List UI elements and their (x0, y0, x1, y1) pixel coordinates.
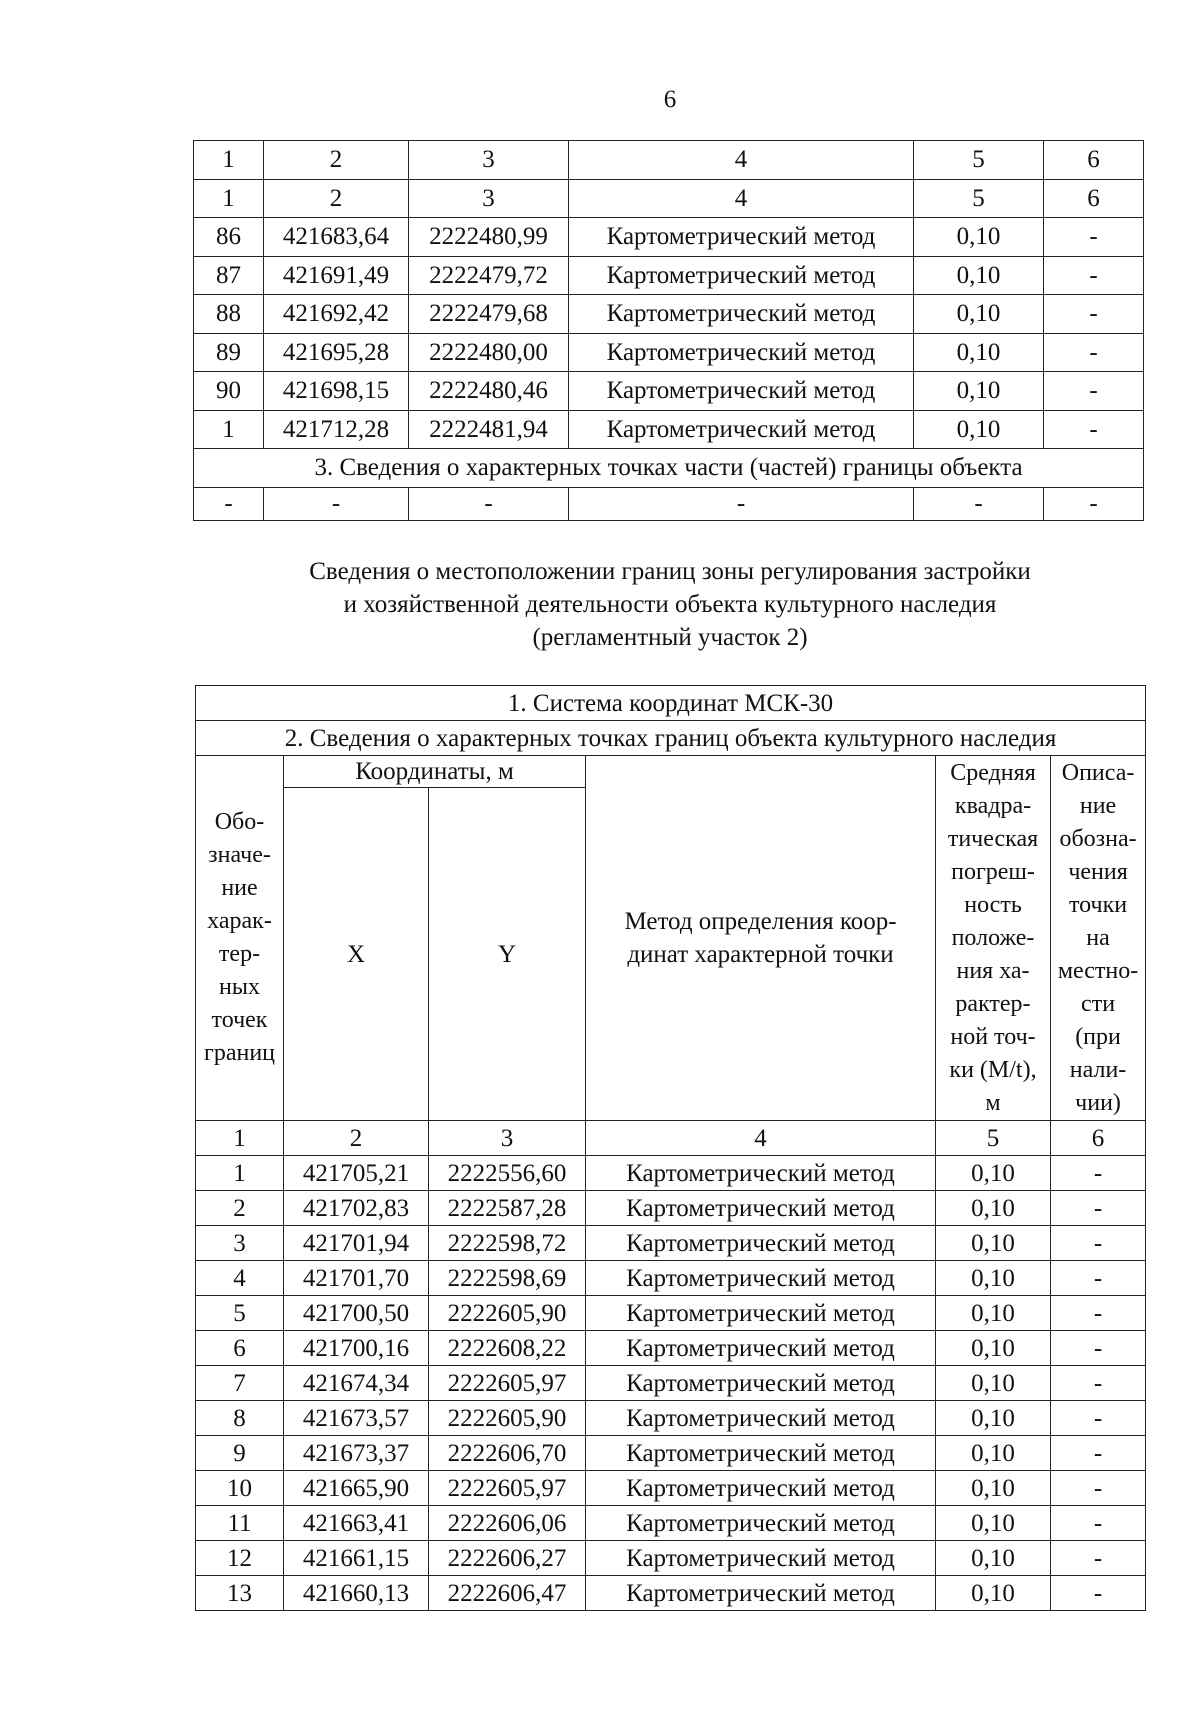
table-cell: - (1044, 256, 1144, 295)
table-cell: 421683,64 (264, 218, 409, 257)
table-cell: Картометрический метод (569, 410, 914, 449)
column-number-row (196, 1121, 1146, 1156)
table-row (194, 410, 1144, 449)
section-3-row (194, 449, 1144, 488)
table-cell: 0,10 (936, 1191, 1051, 1226)
table-cell: 8 (196, 1401, 284, 1436)
table-cell: - (1051, 1226, 1146, 1261)
table-cell: 0,10 (936, 1261, 1051, 1296)
table-cell: - (1051, 1576, 1146, 1611)
table-cell: - (1044, 410, 1144, 449)
table-cell: 2 (264, 141, 409, 180)
table-cell: 421701,70 (284, 1261, 429, 1296)
table-cell: 3 (409, 179, 569, 218)
header-description: Описа- ние обозна- чения точки на местно- сти (при нали- чии) (1051, 756, 1146, 1121)
table-cell: 0,10 (936, 1401, 1051, 1436)
table-row (196, 1541, 1146, 1576)
table-cell: 13 (196, 1576, 284, 1611)
table-cell: 4 (569, 141, 914, 180)
table-cell: 6 (1051, 1121, 1146, 1156)
table-cell: - (1051, 1436, 1146, 1471)
table-cell: 421705,21 (284, 1156, 429, 1191)
table-cell: - (409, 487, 569, 520)
table-cell: 0,10 (936, 1296, 1051, 1331)
table-cell: 0,10 (936, 1541, 1051, 1576)
table-cell: 2 (196, 1191, 284, 1226)
table-cell: 0,10 (914, 410, 1044, 449)
empty-row (194, 487, 1144, 520)
header-coordinates: Координаты, м (284, 756, 586, 788)
table-cell: - (1051, 1366, 1146, 1401)
table-cell: - (1051, 1471, 1146, 1506)
table-cell: 421660,13 (284, 1576, 429, 1611)
table-cell: 1 (194, 410, 264, 449)
table-cell: Картометрический метод (586, 1226, 936, 1261)
header-mean-error: Средняя квадра- тическая погреш- ность положе- ния ха- рактер- ной точ- ки (M/t), м (936, 756, 1051, 1121)
table-cell: 421702,83 (284, 1191, 429, 1226)
table-row (196, 1331, 1146, 1366)
table-cell: 0,10 (914, 333, 1044, 372)
table-cell: Картометрический метод (586, 1576, 936, 1611)
table-cell: 2222587,28 (429, 1191, 586, 1226)
table-cell: - (1051, 1331, 1146, 1366)
table-cell: Картометрический метод (586, 1366, 936, 1401)
table-cell: 2222598,72 (429, 1226, 586, 1261)
table-cell: 1 (196, 1156, 284, 1191)
table-row (196, 1296, 1146, 1331)
table-row (196, 1436, 1146, 1471)
table-cell: 2222606,06 (429, 1506, 586, 1541)
table-row (194, 372, 1144, 411)
table-row (196, 1261, 1146, 1296)
table-cell: - (1044, 372, 1144, 411)
table-row (196, 1191, 1146, 1226)
section-3-label: 3. Сведения о характерных точках части (частей) границы объекта (194, 449, 1144, 488)
coordinate-system-row: 1. Система координат МСК-30 (196, 686, 1146, 721)
table-cell: 6 (1044, 141, 1144, 180)
table-cell: 2 (264, 179, 409, 218)
table-cell: - (1044, 295, 1144, 334)
table-cell: 421673,37 (284, 1436, 429, 1471)
table-cell: 0,10 (914, 218, 1044, 257)
page-number: 6 (663, 86, 677, 113)
table-cell: 6 (1044, 179, 1144, 218)
table-row (194, 256, 1144, 295)
table-cell: 5 (914, 179, 1044, 218)
table-cell: 86 (194, 218, 264, 257)
table-cell: 2 (284, 1121, 429, 1156)
table-cell: 87 (194, 256, 264, 295)
table-header-row (194, 141, 1144, 180)
table-cell: 2222480,99 (409, 218, 569, 257)
table-cell: - (1051, 1191, 1146, 1226)
table-cell: Картометрический метод (586, 1331, 936, 1366)
table-cell: - (264, 487, 409, 520)
table-row (196, 1471, 1146, 1506)
table-cell: 10 (196, 1471, 284, 1506)
table-cell: - (1044, 333, 1144, 372)
table-cell: 421692,42 (264, 295, 409, 334)
coordinates-table-continuation (193, 140, 1144, 521)
table-cell: 4 (196, 1261, 284, 1296)
table-row (194, 333, 1144, 372)
table-cell: 2222606,70 (429, 1436, 586, 1471)
table-cell: 89 (194, 333, 264, 372)
table-cell: Картометрический метод (586, 1471, 936, 1506)
table-row (194, 218, 1144, 257)
table-cell: 2222480,00 (409, 333, 569, 372)
table-cell: 2222608,22 (429, 1331, 586, 1366)
table-cell: 2222479,68 (409, 295, 569, 334)
table-cell: 2222598,69 (429, 1261, 586, 1296)
table-cell: Картометрический метод (586, 1156, 936, 1191)
table-cell: 421673,57 (284, 1401, 429, 1436)
table-cell: Картометрический метод (586, 1506, 936, 1541)
table-cell: 7 (196, 1366, 284, 1401)
table-row (196, 1226, 1146, 1261)
table-cell: 421698,15 (264, 372, 409, 411)
table-cell: 0,10 (936, 1226, 1051, 1261)
table-cell: 421695,28 (264, 333, 409, 372)
table-cell: 421701,94 (284, 1226, 429, 1261)
table-cell: Картометрический метод (569, 333, 914, 372)
table-cell: 2222481,94 (409, 410, 569, 449)
table-cell: 88 (194, 295, 264, 334)
table-cell: 421700,50 (284, 1296, 429, 1331)
table-cell: - (1044, 218, 1144, 257)
table-cell: 0,10 (936, 1331, 1051, 1366)
table-cell: 421674,34 (284, 1366, 429, 1401)
table-cell: 11 (196, 1506, 284, 1541)
table-cell: 3 (196, 1226, 284, 1261)
table-row (194, 179, 1144, 218)
table-row (194, 295, 1144, 334)
table-row (196, 1576, 1146, 1611)
table-cell: 12 (196, 1541, 284, 1576)
header-point-designation: Обо- значе- ние харак- тер- ных точек границ (196, 756, 284, 1121)
table-cell: - (1051, 1156, 1146, 1191)
table-cell: 421691,49 (264, 256, 409, 295)
table-cell: - (1051, 1296, 1146, 1331)
table-cell: Картометрический метод (569, 256, 914, 295)
table-cell: 0,10 (936, 1576, 1051, 1611)
table-cell: - (1051, 1261, 1146, 1296)
table-row (196, 1156, 1146, 1191)
table-cell: Картометрический метод (569, 218, 914, 257)
heading-line-1: Сведения о местоположении границ зоны регулирования застройки (309, 558, 1031, 585)
header-y: Y (429, 788, 586, 1121)
table-cell: - (914, 487, 1044, 520)
table-cell: 3 (409, 141, 569, 180)
table-cell: 421665,90 (284, 1471, 429, 1506)
table-cell: 2222479,72 (409, 256, 569, 295)
table-cell: Картометрический метод (586, 1436, 936, 1471)
table-cell: Картометрический метод (586, 1541, 936, 1576)
table-cell: 421661,15 (284, 1541, 429, 1576)
section-heading (190, 555, 1150, 654)
table-cell: 2222605,97 (429, 1366, 586, 1401)
heading-line-2: и хозяйственной деятельности объекта культурного наследия (343, 591, 997, 618)
table-cell: - (1044, 487, 1144, 520)
table-cell: 5 (196, 1296, 284, 1331)
table-cell: 421712,28 (264, 410, 409, 449)
table-cell: - (1051, 1541, 1146, 1576)
table-cell: 421700,16 (284, 1331, 429, 1366)
table-cell: - (1051, 1506, 1146, 1541)
section-2-row: 2. Сведения о характерных точках границ объекта культурного наследия (196, 721, 1146, 756)
header-method: Метод определения коор- динат характерной точки (586, 756, 936, 1121)
table-cell: - (194, 487, 264, 520)
table-cell: 1 (196, 1121, 284, 1156)
table-cell: 0,10 (936, 1436, 1051, 1471)
table-cell: 90 (194, 372, 264, 411)
table-cell: 9 (196, 1436, 284, 1471)
zone-coordinates-table (195, 685, 1146, 1611)
table-cell: 1 (194, 179, 264, 218)
table-row (196, 1366, 1146, 1401)
table-cell: 0,10 (936, 1156, 1051, 1191)
table-cell: 0,10 (936, 1366, 1051, 1401)
table-cell: 421663,41 (284, 1506, 429, 1541)
table-cell: - (1051, 1401, 1146, 1436)
table-cell: 2222605,97 (429, 1471, 586, 1506)
table-row (196, 1506, 1146, 1541)
table-cell: 6 (196, 1331, 284, 1366)
table-cell: 4 (586, 1121, 936, 1156)
table-cell: Картометрический метод (586, 1401, 936, 1436)
table-cell: 2222605,90 (429, 1296, 586, 1331)
header-x: X (284, 788, 429, 1121)
table-cell: 2222556,60 (429, 1156, 586, 1191)
table-cell: 2222605,90 (429, 1401, 586, 1436)
table-cell: 0,10 (914, 295, 1044, 334)
table-row (196, 1401, 1146, 1436)
table-cell: 5 (914, 141, 1044, 180)
table-cell: 0,10 (914, 256, 1044, 295)
table-cell: 0,10 (936, 1471, 1051, 1506)
table-cell: Картометрический метод (586, 1191, 936, 1226)
table-cell: 3 (429, 1121, 586, 1156)
table-cell: 4 (569, 179, 914, 218)
table-cell: 0,10 (936, 1506, 1051, 1541)
table-cell: Картометрический метод (586, 1296, 936, 1331)
table-cell: Картометрический метод (569, 295, 914, 334)
table-cell: 2222480,46 (409, 372, 569, 411)
table-cell: Картометрический метод (569, 372, 914, 411)
table-cell: 2222606,47 (429, 1576, 586, 1611)
table-cell: 0,10 (914, 372, 1044, 411)
table-cell: Картометрический метод (586, 1261, 936, 1296)
table-cell: - (569, 487, 914, 520)
table-cell: 1 (194, 141, 264, 180)
table-cell: 2222606,27 (429, 1541, 586, 1576)
table-cell: 5 (936, 1121, 1051, 1156)
heading-line-3: (регламентный участок 2) (532, 624, 808, 651)
